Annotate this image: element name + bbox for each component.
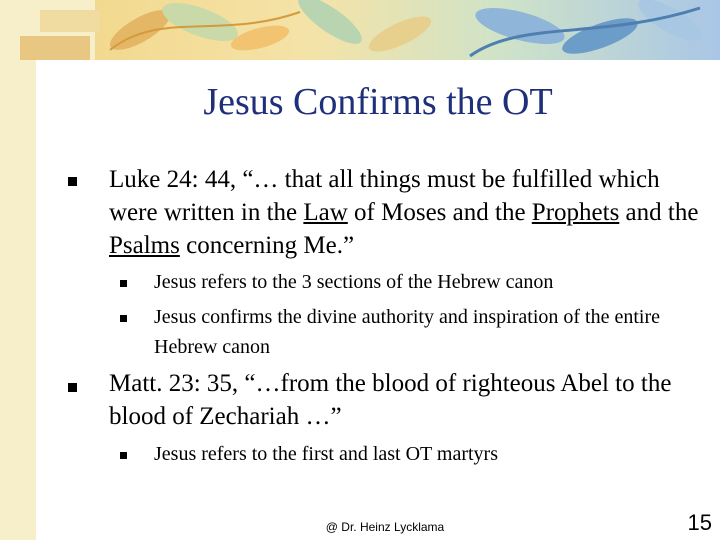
sub-bullet: Jesus refers to the first and last OT martyrs — [154, 443, 498, 465]
decorative-floral-banner — [0, 0, 720, 62]
bullet-luke — [109, 163, 699, 262]
sub-bullet: Jesus refers to the 3 sections of the Hebrew canon — [154, 271, 554, 293]
scripture-reference: Luke 24: 44 — [109, 166, 230, 193]
bullet-square-icon — [68, 383, 77, 392]
bullet-square-icon — [68, 177, 77, 186]
underlined-word-law: Law — [303, 199, 348, 226]
quote-text: , “…from the blood of righteous Abel to the blood of Zechariah …” — [109, 370, 672, 430]
scripture-reference: Matt. 23: 35 — [109, 370, 232, 397]
sub-bullet-square-icon — [120, 315, 127, 322]
page-number: 15 — [687, 510, 712, 535]
sub-bullet: Jesus confirms the divine authority and inspiration of the entire Hebrew canon — [154, 306, 660, 358]
bullet-matthew — [109, 367, 699, 433]
footer-author: @ Dr. Heinz Lycklama — [325, 520, 445, 534]
quote-text: of Moses and the — [347, 199, 532, 226]
quote-text: and the — [619, 199, 699, 226]
quote-text: concerning Me.” — [179, 232, 355, 259]
sub-bullet-square-icon — [120, 452, 127, 459]
underlined-word-prophets: Prophets — [531, 199, 620, 226]
underlined-word-psalms: Psalms — [109, 232, 180, 259]
quote-text: , “… that all things must be fulfilled which were written in the — [109, 166, 660, 226]
slide-title: Jesus Confirms the OT — [203, 81, 553, 123]
sub-bullet-square-icon — [120, 280, 127, 287]
